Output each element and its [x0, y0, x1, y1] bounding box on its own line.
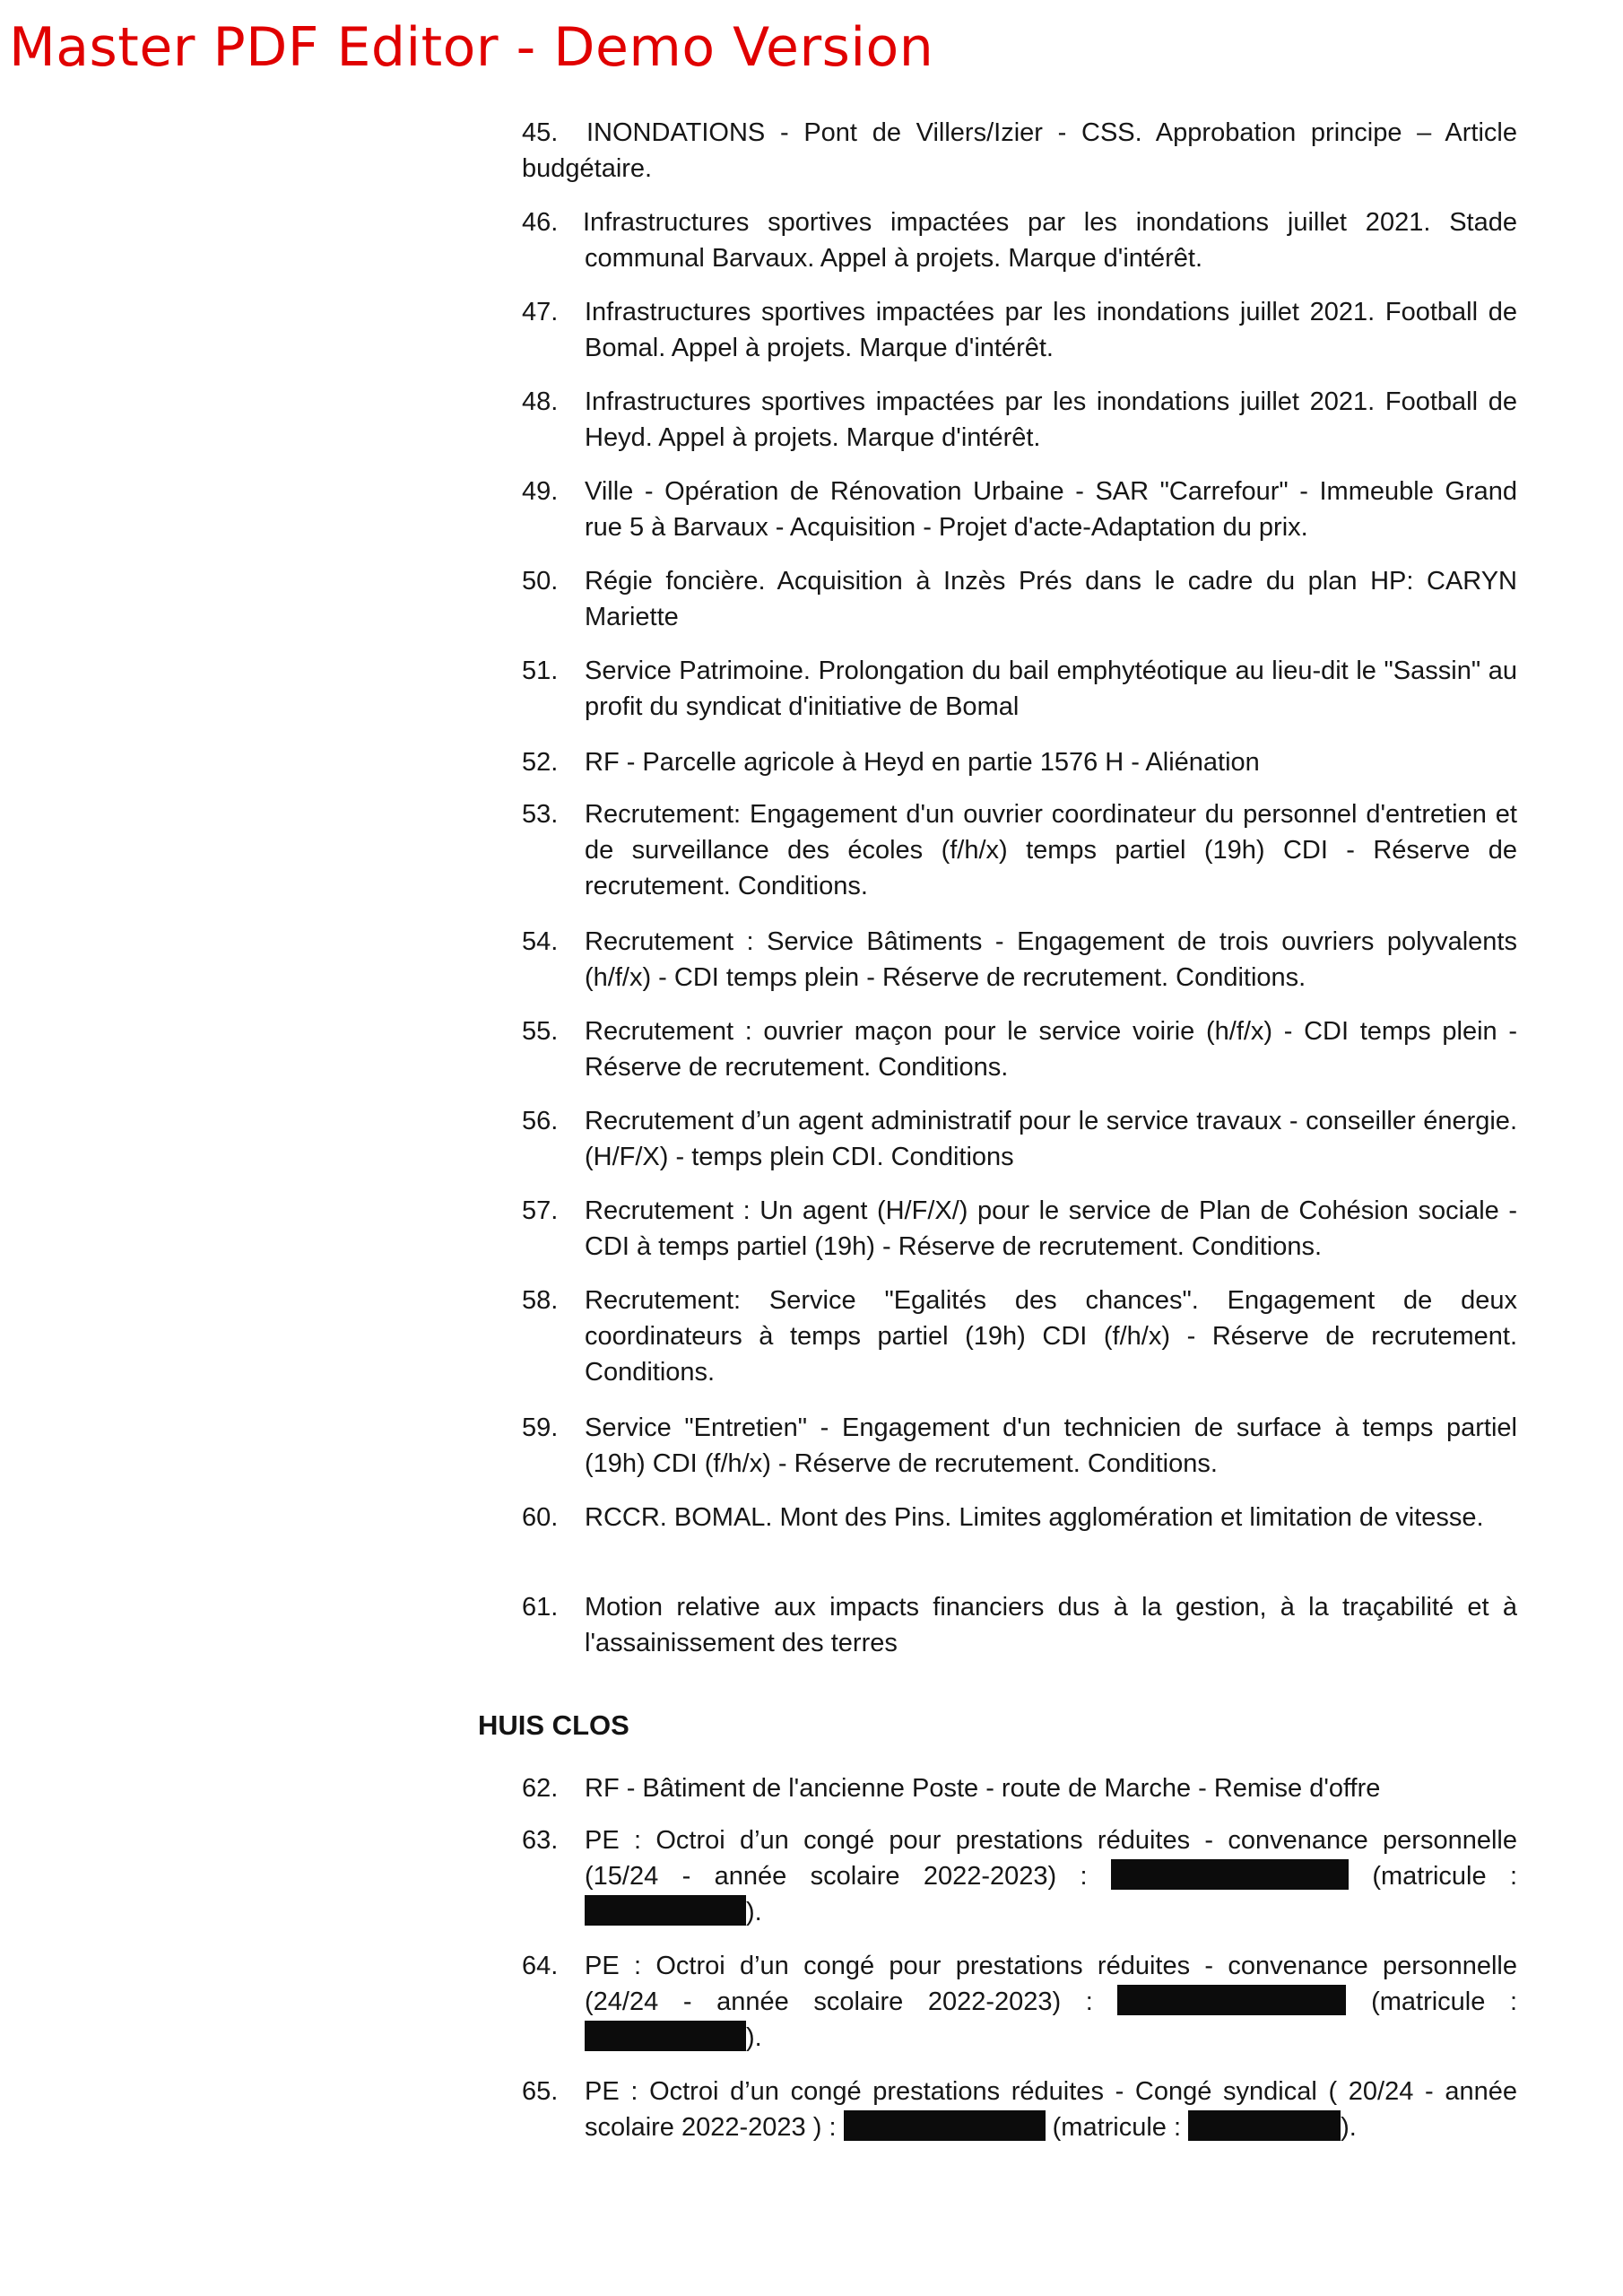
item-number: 57. — [522, 1196, 559, 1225]
item-text: RF - Bâtiment de l'ancienne Poste - route de Marche - Remise d'offre — [585, 1774, 1381, 1803]
item-text: Infrastructures sportives impactées par les inondations juillet 2021. Football de Bomal. Appel à projets. Marque d'intérêt. — [585, 298, 1517, 362]
agenda-item-50 — [522, 563, 1517, 635]
item-number: 45. — [522, 118, 559, 147]
item-number: 48. — [522, 387, 559, 416]
item-number: 50. — [522, 567, 559, 596]
item-text — [522, 1822, 1517, 1930]
item-text: Service "Entretien" - Engagement d'un technicien de surface à temps partiel (19h) CDI (f/h/x) - Réserve de recrutement. Conditions. — [585, 1413, 1517, 1478]
item-text-part: PE : Octroi d’un congé prestations réduites - Congé syndical ( 20/24 - année scolaire 2022-2023 ) : — [585, 2077, 1517, 2142]
item-number: 55. — [522, 1017, 559, 1046]
item-number: 58. — [522, 1286, 559, 1315]
redaction-block — [1188, 2110, 1341, 2141]
item-number: 65. — [522, 2077, 559, 2106]
section-heading-huis-clos: HUIS CLOS — [478, 1709, 629, 1741]
item-text: Service Patrimoine. Prolongation du bail emphytéotique au lieu-dit le "Sassin" au profit du syndicat d'initiative de Bomal — [585, 657, 1517, 721]
item-text: Recrutement : ouvrier maçon pour le service voirie (h/f/x) - CDI temps plein - Réserve de recrutement. Conditions. — [585, 1017, 1517, 1082]
item-text-part: (matricule : — [1371, 1987, 1518, 2016]
item-text: Recrutement d’un agent administratif pour le service travaux - conseiller énergie. (H/F/X) - temps plein CDI. Conditions — [585, 1107, 1517, 1171]
item-number: 60. — [522, 1503, 559, 1532]
agenda-item-51 — [522, 653, 1517, 725]
item-text: Ville - Opération de Rénovation Urbaine - SAR "Carrefour" - Immeuble Grand rue 5 à Barvaux - Acquisition - Projet d'acte-Adaptation du prix. — [585, 477, 1517, 542]
agenda-item-57 — [522, 1193, 1517, 1265]
item-number: 63. — [522, 1826, 559, 1855]
item-text — [522, 2074, 1517, 2145]
redaction-block — [585, 2021, 746, 2051]
agenda-item-53 — [522, 796, 1517, 904]
demo-watermark: Master PDF Editor - Demo Version — [9, 16, 934, 79]
item-text-part: ). — [746, 2023, 762, 2052]
agenda-item-61 — [522, 1589, 1517, 1661]
agenda-item-65 — [522, 2074, 1517, 2145]
item-text-part: (matricule : — [1372, 1862, 1518, 1891]
item-text-part: PE : Octroi d’un congé pour prestations réduites - convenance personnelle (15/24 - année scolaire 2022-2023) : — [585, 1826, 1517, 1891]
item-number: 51. — [522, 657, 559, 685]
item-text: Recrutement : Un agent (H/F/X/) pour le service de Plan de Cohésion sociale - CDI à temps partiel (19h) - Réserve de recrutement. Conditions. — [585, 1196, 1517, 1261]
item-text: RCCR. BOMAL. Mont des Pins. Limites agglomération et limitation de vitesse. — [585, 1503, 1484, 1532]
redaction-block — [1111, 1859, 1349, 1890]
agenda-item-55 — [522, 1013, 1517, 1085]
agenda-item-60 — [522, 1500, 1517, 1535]
item-text: Infrastructures sportives impactées par les inondations juillet 2021. Stade communal Barvaux. Appel à projets. Marque d'intérêt. — [583, 208, 1517, 273]
item-number: 47. — [522, 298, 559, 326]
agenda-item-62 — [522, 1770, 1517, 1806]
agenda-item-63 — [522, 1822, 1517, 1930]
item-text-part: ). — [1341, 2113, 1357, 2142]
agenda-item-54 — [522, 924, 1517, 996]
item-text: Recrutement: Engagement d'un ouvrier coordinateur du personnel d'entretien et de surveillance des écoles (f/h/x) temps partiel (19h) CDI - Réserve de recrutement. Conditions. — [585, 800, 1517, 900]
agenda-item-49 — [522, 474, 1517, 545]
item-text: Recrutement: Service "Egalités des chances". Engagement de deux coordinateurs à temps partiel (19h) CDI (f/h/x) - Réserve de recrutement. Conditions. — [585, 1286, 1517, 1387]
item-number: 54. — [522, 927, 559, 956]
agenda-item-46 — [522, 204, 1517, 276]
redaction-block — [585, 1895, 746, 1926]
item-text — [522, 1948, 1517, 2056]
item-number: 53. — [522, 800, 559, 829]
agenda-item-58 — [522, 1283, 1517, 1390]
agenda-item-47 — [522, 294, 1517, 366]
item-text: RF - Parcelle agricole à Heyd en partie 1576 H - Aliénation — [585, 748, 1260, 777]
item-text: Motion relative aux impacts financiers dus à la gestion, à la traçabilité et à l'assainissement des terres — [585, 1593, 1517, 1657]
agenda-item-48 — [522, 384, 1517, 456]
item-number: 52. — [522, 748, 559, 777]
item-text-part: (matricule : — [1052, 2113, 1182, 2142]
item-number: 61. — [522, 1593, 559, 1622]
agenda-item-64 — [522, 1948, 1517, 2056]
item-number: 46. — [522, 208, 559, 237]
item-number: 49. — [522, 477, 559, 506]
item-number: 62. — [522, 1774, 559, 1803]
item-text: Infrastructures sportives impactées par les inondations juillet 2021. Football de Heyd. Appel à projets. Marque d'intérêt. — [585, 387, 1517, 452]
agenda-item-52 — [522, 744, 1517, 780]
redaction-block — [1117, 1985, 1346, 2015]
item-number: 64. — [522, 1952, 559, 1980]
item-text: INONDATIONS - Pont de Villers/Izier - CSS. Approbation principe – Article budgétaire. — [522, 118, 1517, 183]
item-text: Recrutement : Service Bâtiments - Engagement de trois ouvriers polyvalents (h/f/x) - CDI temps plein - Réserve de recrutement. Conditions. — [585, 927, 1517, 992]
agenda-item-59 — [522, 1410, 1517, 1482]
item-number: 59. — [522, 1413, 559, 1442]
item-text-part: ). — [746, 1898, 762, 1926]
item-text-part: PE : Octroi d’un congé pour prestations réduites - convenance personnelle (24/24 - année scolaire 2022-2023) : — [585, 1952, 1517, 2016]
agenda-item-45 — [522, 115, 1517, 187]
redaction-block — [844, 2110, 1046, 2141]
item-text: Régie foncière. Acquisition à Inzès Prés dans le cadre du plan HP: CARYN Mariette — [585, 567, 1517, 631]
item-number: 56. — [522, 1107, 559, 1135]
agenda-item-56 — [522, 1103, 1517, 1175]
